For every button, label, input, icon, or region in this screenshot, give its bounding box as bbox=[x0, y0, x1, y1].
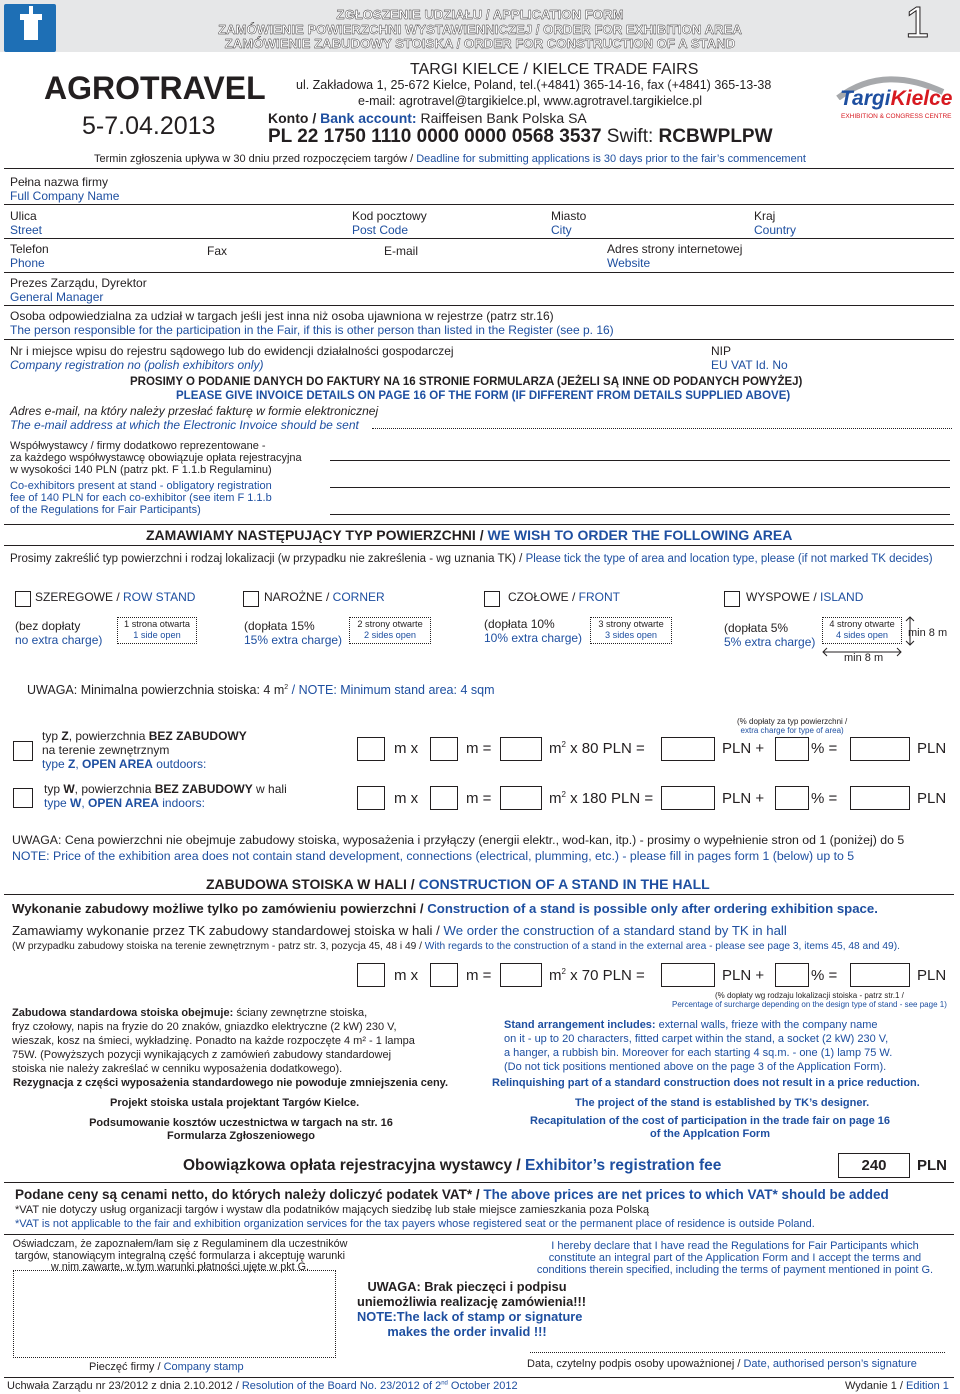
footer-edition: Wydanie 1 / Edition 1 bbox=[845, 1380, 949, 1392]
rule bbox=[4, 168, 954, 169]
warning-note: UWAGA: Brak pieczęci i podpisu uniemożliwia realizację zamówienia!!! NOTE:The lack of stamp or signature makes the order invalid !!! bbox=[357, 1279, 586, 1339]
construction-order: Zamawiamy wykonanie przez TK zabudowy standardowej stoiska w hali / We order the construction of a standard stand by TK in hall bbox=[12, 923, 787, 938]
postcode-label: Kod pocztowy Post Code bbox=[352, 209, 427, 237]
country-label: Kraj Country bbox=[754, 209, 797, 237]
w-total-input[interactable] bbox=[850, 786, 910, 810]
c-percent-input[interactable] bbox=[775, 963, 809, 987]
signature-field[interactable] bbox=[530, 1352, 945, 1353]
recap-pl: Podsumowanie kosztów uczestnictwa w targach na str. 16 Formularza Zgłoszeniowego bbox=[89, 1117, 393, 1142]
invoice-email-label: Adres e-mail, na który należy przesłać fakturę w formie elektronicznej The e-mail address at which the Electronic Invoice should be sent bbox=[10, 404, 379, 432]
c-total-input[interactable] bbox=[850, 963, 910, 987]
rule bbox=[4, 1234, 954, 1235]
rule bbox=[4, 339, 954, 340]
surcharge-note: (% dopłaty za typ powierzchni / extra charge for type of area) bbox=[737, 717, 848, 735]
c-area-input[interactable] bbox=[500, 963, 542, 987]
z-price-input[interactable] bbox=[661, 737, 715, 761]
type-w-checkbox[interactable] bbox=[13, 788, 33, 808]
deadline-note: Termin zgłoszenia upływa w 30 dniu przed rozpoczęciem targów / Deadline for submitting applications is 30 days prior to the fair’s commencement bbox=[94, 153, 806, 165]
logo-icon bbox=[4, 4, 56, 52]
z-area-input[interactable] bbox=[500, 737, 542, 761]
z-mx: m x bbox=[394, 740, 419, 757]
declaration-pl: Oświadczam, że zapoznałem/łam się z Regulaminem dla uczestników targów, stanowiącym integralną część formularza i akceptuję warunki w nim zawarte, w tym warunki płatności ujęte w pkt G. bbox=[12, 1238, 348, 1273]
corner-stand-diagram: 2 strony otwarte 2 sides open bbox=[349, 617, 431, 644]
rule bbox=[4, 238, 954, 239]
construction-only: Wykonanie zabudowy możliwe tylko po zamówieniu powierzchni / Construction of a stand is possible only after ordering exhibition space. bbox=[12, 901, 878, 916]
type-w-label: typ W, powierzchnia BEZ ZABUDOWY w hali type W, OPEN AREA indoors: bbox=[44, 782, 287, 810]
rule bbox=[4, 272, 954, 273]
corner-stand-checkbox[interactable] bbox=[243, 591, 259, 607]
arrangement-en: Stand arrangement includes: external walls, frieze with the company name on it - up to 20 characters, fitted carpet within the stand, a socket (2 kW) 230 V, a hanger, a rubbish bin. Moreover for each starting 4 sq.m. - one (1) lamp 75 W. (Do not tick positions mentioned above on the page 3 of the Application Form). bbox=[504, 1019, 893, 1073]
footer-resolution: Uchwała Zarządu nr 23/2012 z dnia 2.10.2012 / Resolution of the Board No. 23/2012 of 2nd October 2012 bbox=[7, 1380, 518, 1392]
z-pln: PLN bbox=[917, 740, 947, 757]
island-dim-right: min 8 m bbox=[908, 627, 948, 639]
coexhibitors-label: Współwystawcy / firmy dodatkowo reprezentowane - za każdego współwystawcę obowiązuje opłata rejestracyjna w wysokości 140 PLN (patrz pkt. F 1.1.b Regulaminu) Co-exhibitors present at stand - obligatory registration fee of 140 PLN for each co-exhibitor (see item F 1.1.b of the Regulations for Fair Participants) bbox=[10, 440, 302, 516]
rule bbox=[4, 524, 954, 525]
vat-note-pl: *VAT nie dotyczy usług organizacji targów i wystaw dla podatników mających siedzibę lub stałe miejsce zamieszkania poza Polską bbox=[15, 1204, 650, 1216]
bank-line: Konto / Bank account: Raiffeisen Bank Polska SA bbox=[268, 110, 587, 126]
arrangement-pl: Zabudowa standardowa stoiska obejmuje: ściany zewnętrzne stoiska, fryz czołowy, napis na fryzie do 20 znaków, gniazdko elektryczne (2 kW) 230 V, wieszak, kosz na śmieci, wykładzinę. Ponadto na każde rozpoczęte 4 m² - 1 lampa 75W. (Powyższych pozycji wynikających z zamówień zabudowy standardowej stoiska nie należy zakreślać w cenniku wyposażenia dodatkowego). bbox=[12, 1007, 415, 1075]
w-rate: $m^2$ x 180 PLN = bbox=[549, 790, 654, 807]
company-name: AGROTRAVEL bbox=[44, 70, 266, 106]
c-length-input[interactable] bbox=[430, 963, 458, 987]
full-name-label: Pełna nazwa firmy Full Company Name bbox=[10, 175, 120, 203]
front-stand-label: CZOŁOWE / FRONT bbox=[508, 590, 620, 604]
vat-note: Podane ceny są cenami netto, do których należy doliczyć podatek VAT* / The above prices are net prices to which VAT* should be added bbox=[15, 1187, 889, 1202]
c-rate: $m^2$ x 70 PLN = bbox=[549, 967, 645, 984]
rule bbox=[4, 1182, 954, 1183]
fair-dates: 5-7.04.2013 bbox=[82, 112, 216, 140]
project-pl: Projekt stoiska ustala projektant Targów Kielce. bbox=[110, 1097, 360, 1109]
construction-surcharge-note: (% dopłaty wg rodzaju lokalizacji stoiska - patrz str.1 / Percentage of surcharge depending on the design type of stand - see page 1) bbox=[672, 991, 947, 1009]
type-z-label: typ Z, powierzchnia BEZ ZABUDOWY na terenie zewnętrznym type Z, OPEN AREA outdoors: bbox=[42, 729, 247, 771]
email-label: E-mail bbox=[384, 244, 419, 258]
coexhibitor-line-2[interactable] bbox=[330, 487, 950, 488]
rule bbox=[4, 305, 954, 306]
phone-label: Telefon Phone bbox=[10, 242, 49, 270]
resign-en: Relinquishing part of a standard construction does not result in a price reduction. bbox=[492, 1077, 920, 1089]
island-dim-bottom: min 8 m bbox=[844, 652, 884, 664]
fee-label: Obowiązkowa opłata rejestracyjna wystawcy / Exhibitor’s registration fee bbox=[183, 1157, 722, 1174]
organizer-email: e-mail: agrotravel@targikielce.pl, www.agrotravel.targikielce.pl bbox=[358, 94, 703, 108]
coexhibitor-line-3[interactable] bbox=[330, 514, 950, 515]
rule bbox=[4, 204, 954, 205]
z-rate: $m^2$ x 80 PLN = bbox=[549, 740, 645, 757]
rule bbox=[4, 1377, 954, 1378]
front-stand-checkbox[interactable] bbox=[484, 591, 500, 607]
coexhibitor-line-1[interactable] bbox=[330, 460, 950, 461]
w-width-input[interactable] bbox=[357, 786, 385, 810]
z-pln-plus: PLN + bbox=[722, 740, 765, 757]
invoice-note-en: PLEASE GIVE INVOICE DETAILS ON PAGE 16 OF THE FORM (IF DIFFERENT FROM DETAILS SUPPLIED ABOVE) bbox=[176, 390, 791, 402]
c-width-input[interactable] bbox=[357, 963, 385, 987]
z-percent-input[interactable] bbox=[775, 737, 809, 761]
c-meq: m = bbox=[466, 967, 492, 984]
z-pct-eq: % = bbox=[811, 740, 838, 757]
recap-en: Recapitulation of the cost of participation in the trade fair on page 16 of the Applcation Form bbox=[530, 1115, 890, 1140]
city-label: Miasto City bbox=[551, 209, 587, 237]
signature-label: Data, czytelny podpis osoby upoważnionej / Date, authorised person’s signature bbox=[527, 1358, 917, 1370]
row-stand-checkbox[interactable] bbox=[15, 591, 31, 607]
organizer-address: ul. Zakładowa 1, 25-672 Kielce, Poland, tel.(+4841) 365-14-16, fax (+4841) 365-13-38 bbox=[296, 78, 772, 92]
manager-label: Prezes Zarządu, Dyrektor General Manager bbox=[10, 276, 147, 304]
w-mx: m x bbox=[394, 790, 419, 807]
responsible-label: Osoba odpowiedzialna za udział w targach jeśli jest inna niż osoba ujawniona w rejestrze (patrz str.16) The person responsible for the participation in the Fair, if this is other person than listed in the Register (see p. 16) bbox=[10, 309, 614, 337]
row-stand-diagram: 1 strona otwarta 1 side open bbox=[117, 617, 197, 644]
project-en: The project of the stand is established by TK’s designer. bbox=[575, 1097, 870, 1109]
order-title: ZAMAWIAMY NASTĘPUJĄCY TYP POWIERZCHNI / WE WISH TO ORDER THE FOLLOWING AREA bbox=[146, 527, 793, 543]
type-z-checkbox[interactable] bbox=[13, 741, 33, 761]
front-stand-diagram: 3 strony otwarte 3 sides open bbox=[590, 617, 672, 644]
nip-label: NIP EU VAT Id. No bbox=[711, 344, 788, 372]
island-stand-label: WYSPOWE / ISLAND bbox=[746, 590, 864, 604]
fairs-name: TARGI KIELCE / KIELCE TRADE FAIRS bbox=[410, 61, 699, 78]
fee-amount: 240 bbox=[838, 1153, 910, 1178]
island-stand-fee: (dopłata 5% 5% extra charge) bbox=[724, 621, 816, 649]
z-total-input[interactable] bbox=[850, 737, 910, 761]
c-pln-plus: PLN + bbox=[722, 967, 765, 984]
declaration-en: I hereby declare that I have read the Regulations for Fair Participants which constitute an integral part of the Application Form and I accept the terms and conditions therein specified, including the terms of payment mentioned in point G. bbox=[536, 1240, 934, 1276]
price-note: UWAGA: Cena powierzchni nie obejmuje zabudowy stoiska, wyposażenia i przyłączy (energii elektr., wod-kan, itp.) - prosimy o wypełnienie stron od 1 (poniżej) do 5 NOTE: Price of the exhibition area does not contain stand development, connections (electrical, plumming, etc.) - please fill in pages form 1 (below) up to 5 bbox=[12, 833, 905, 863]
stamp-label: Pieczęć firmy / Company stamp bbox=[89, 1361, 244, 1373]
island-stand-diagram: 4 strony otwarte 4 sides open bbox=[822, 617, 902, 644]
w-percent-input[interactable] bbox=[775, 786, 809, 810]
row-stand-fee: (bez dopłaty no extra charge) bbox=[15, 619, 103, 647]
street-label: Ulica Street bbox=[10, 209, 43, 237]
page-number: 1 bbox=[905, 0, 930, 47]
brand-wordmark: TargiKielce bbox=[840, 87, 953, 110]
registry-label: Nr i miejsce wpisu do rejestru sądowego lub do ewidencji działalności gospodarczej Company registration no (polish exhibitors only) bbox=[10, 344, 454, 372]
row-stand-label: SZEREGOWE / ROW STAND bbox=[35, 590, 196, 604]
c-price-input[interactable] bbox=[661, 963, 715, 987]
form-title: ZGŁOSZENIE UDZIAŁU / APPLICATION FORM ZAMÓWIENIE POWIERZCHNI WYSTAWIENNICZEJ / ORDER FOR EXHIBITION AREA ZAMÓWIENIE ZABUDOWY STOISKA / ORDER FOR CONSTRUCTION OF A STAND bbox=[218, 7, 742, 51]
brand-sub: EXHIBITION & CONGRESS CENTRE bbox=[841, 113, 952, 120]
w-length-input[interactable] bbox=[430, 786, 458, 810]
construction-external: (W przypadku zabudowy stoiska na terenie zewnętrznym - patrz str. 3, pozycja 45, 48 i 49 / With regards to the construction of a stand in the external area - please see page 3, items 45, 48 and 49). bbox=[12, 941, 900, 952]
w-pct-eq: % = bbox=[811, 790, 838, 807]
z-meq: m = bbox=[466, 740, 492, 757]
island-stand-checkbox[interactable] bbox=[724, 591, 740, 607]
company-stamp-area[interactable] bbox=[13, 1270, 336, 1358]
rule bbox=[4, 894, 954, 895]
min-area-note: UWAGA: Minimalna powierzchnia stoiska: 4 $m^2$ / NOTE: Minimum stand area: 4 sqm bbox=[27, 683, 495, 697]
invoice-email-field[interactable] bbox=[372, 428, 952, 429]
corner-stand-label: NAROŻNE / CORNER bbox=[264, 590, 385, 604]
w-price-input[interactable] bbox=[661, 786, 715, 810]
invoice-note-pl: PROSIMY O PODANIE DANYCH DO FAKTURY NA 16 STRONIE FORMULARZA (JEŻELI SĄ INNE OD PODANYCH POWYŻEJ) bbox=[130, 376, 803, 388]
iban-line: PL 22 1750 1110 0000 0000 0568 3537 Swift: RCBWPLPW bbox=[268, 126, 773, 147]
website-label: Adres strony internetowej Website bbox=[607, 242, 743, 270]
z-width-input[interactable] bbox=[357, 737, 385, 761]
w-meq: m = bbox=[466, 790, 492, 807]
resign-pl: Rezygnacja z części wyposażenia standardowego nie powoduje zmniejszenia ceny. bbox=[13, 1077, 449, 1089]
order-instructions: Prosimy zakreślić typ powierzchni i rodzaj lokalizacji (w przypadku nie zakreślenia - wg uznania TK) / Please tick the type of area and location type, please (if not marked TK decides) bbox=[10, 553, 933, 565]
w-pln-plus: PLN + bbox=[722, 790, 765, 807]
fax-label: Fax bbox=[207, 244, 228, 258]
c-mx: m x bbox=[394, 967, 419, 984]
w-pln: PLN bbox=[917, 790, 947, 807]
fee-currency: PLN bbox=[917, 1157, 947, 1174]
front-stand-fee: (dopłata 10% 10% extra charge) bbox=[484, 617, 583, 645]
rule bbox=[4, 545, 954, 546]
construction-title: ZABUDOWA STOISKA W HALI / CONSTRUCTION OF A STAND IN THE HALL bbox=[206, 876, 710, 892]
vat-note-en: *VAT is not applicable to the fair and exhibition organization services for the tax payers whose registered seat or the permanent place of residence is outside Poland. bbox=[15, 1218, 815, 1230]
z-length-input[interactable] bbox=[430, 737, 458, 761]
corner-stand-fee: (dopłata 15% 15% extra charge) bbox=[244, 619, 343, 647]
w-area-input[interactable] bbox=[500, 786, 542, 810]
c-pct-eq: % = bbox=[811, 967, 838, 984]
c-pln: PLN bbox=[917, 967, 947, 984]
